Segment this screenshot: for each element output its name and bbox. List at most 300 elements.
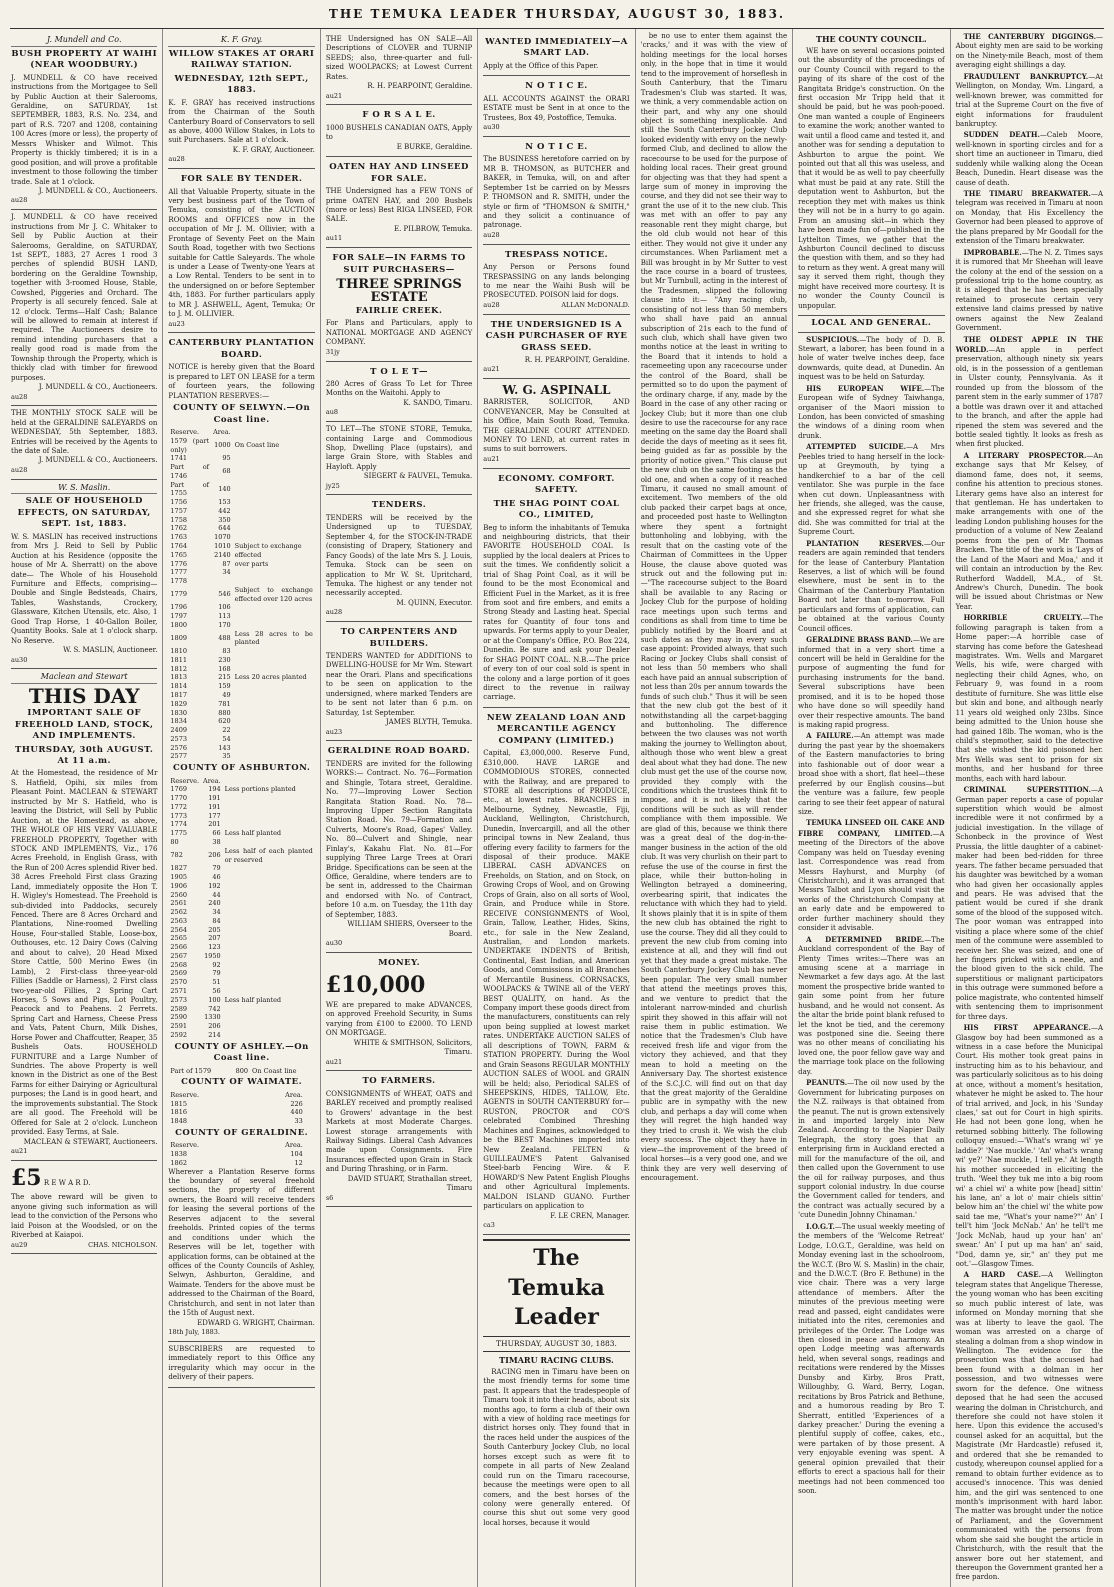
ad-date: au28 <box>483 230 500 239</box>
news-item-heading: FRAUDULENT BANKRUPTCY. <box>963 71 1089 81</box>
ad-subscribers <box>168 1342 314 1388</box>
table-row <box>168 647 314 656</box>
table-row <box>168 621 314 630</box>
table-row <box>168 507 314 516</box>
news-item <box>956 451 1103 612</box>
news-item-heading: A FAILURE. <box>806 731 854 741</box>
ad-dateline <box>326 728 472 737</box>
table-row <box>168 1108 314 1117</box>
ad-date: au28 <box>11 392 28 401</box>
reserve-area: 54 <box>222 734 231 743</box>
county-heading: COUNTY OF ASHLEY.—On Coast line. <box>174 1041 309 1064</box>
reserve-area: 1070 <box>214 533 231 542</box>
ad-signature: M. QUINN, Executor. <box>396 598 473 607</box>
reserve-note <box>305 1150 315 1159</box>
ad-date: au8 <box>325 408 339 417</box>
reserve-note <box>233 463 315 481</box>
ad-date: 31jy <box>325 347 340 356</box>
reserve-number: 2573 <box>170 995 187 1004</box>
column-header: Reserve. <box>170 1141 200 1150</box>
reserve-area: 44 <box>212 890 221 899</box>
reserve-note <box>223 820 315 829</box>
table-row <box>168 630 314 648</box>
ad-dateline <box>11 1241 157 1250</box>
table-row <box>168 665 314 674</box>
reserve-note <box>223 926 315 935</box>
ad-body: All that Valuable Property, situate in the very best business part of the Town of Temuka, consisting of the AUCTION ROOMS and OFFICES now in the occupation of Mr J. M. Ollivier, with a Frontage of Seventy Feet on the Main South Road, together with two Sections suitable for Cattle Saleyards. The whole is under a Lease of Twenty-one Years at a Low Rental. Tenders to be sent in to the undersigned on or before September 4th, 1883. For further particulars apply to MR J. ASHWELL, Agent, Temuka; Or to J. M. OLLIVIER. <box>168 187 315 319</box>
reserves-body <box>168 1100 314 1126</box>
table-row <box>168 568 314 577</box>
reserve-area: 92 <box>212 960 221 969</box>
ad-dateline <box>326 348 472 357</box>
reserve-number: 1764 <box>170 542 187 550</box>
news-item <box>956 72 1103 130</box>
ad-body: Apply at the Office of this Paper. <box>483 61 599 70</box>
ad-date: au21 <box>325 1057 343 1066</box>
reserve-area: 488 <box>218 634 231 643</box>
county-heading: COUNTY OF GERALDINE. <box>175 1127 309 1138</box>
reserve-number: Part of 1755 <box>170 480 210 498</box>
table-row <box>168 943 314 952</box>
reserve-note <box>223 987 315 996</box>
news-item-heading: IMPROBABLE. <box>963 247 1022 257</box>
table-row <box>168 891 314 900</box>
reserve-area <box>211 577 233 586</box>
reserve-area: 230 <box>218 655 231 664</box>
table-row <box>168 603 314 612</box>
reserve-note <box>233 656 315 665</box>
news-item-heading: ATTEMPTED SUICIDE. <box>806 442 907 452</box>
reserve-note <box>233 717 315 726</box>
news-item <box>956 189 1103 247</box>
table-row <box>168 987 314 996</box>
reward-title: R E W A R D. <box>43 1178 91 1187</box>
reserve-number: 1770 <box>170 794 187 803</box>
table-row <box>168 682 314 691</box>
ad-dateline <box>326 92 472 101</box>
article-body: RACING men in Timaru have been on the most friendly terms for some time past. It appears that the tradespeople of Timaru took it into their heads, about six months ago, to form a club of their own with a view of holding race meetings for district horses only. They found that in the races held under the auspices of the South Canterbury Jockey Club, no local horses except such as were fit to compete in all parts of New Zealand could run on the Timaru racecourse, because the meetings were open to all comers, and the best horses of the colony were generally entered. Of course this shut out some very good local horses, because it would <box>483 1367 630 1527</box>
reserve-note <box>233 744 315 753</box>
ad-date: au23 <box>325 727 343 736</box>
reserves-body <box>168 785 314 1039</box>
ad-dateline <box>326 234 472 243</box>
news-item-heading: GERALDINE BRASS BAND. <box>806 635 913 645</box>
news-item-text: —The N. Z. Times says it is rumored that Mr Sheehan will leave the colony at the end of the session on a professional trip to the home country, as it is alleged that he has been specially retained to prosecute certain very extensive land claims pressed by native owners against the New Zealand Government. <box>955 248 1103 333</box>
reserve-note <box>223 943 315 952</box>
reserves-table-ashley <box>168 1067 314 1076</box>
reserve-area: 170 <box>218 620 231 629</box>
reserve-note <box>223 908 315 917</box>
ad-body: J. MUNDELL & CO have received instructions from the Mortgagee to Sell by Public Auction at their Salerooms, Geraldine, on SATURDAY, 1st SEPTEMBER, 1883, R.S. No. 234, and part of R.S. 7207 and 1208, containing 100 Acres (more or less), the property of Messrs Whisker and Wilmot. This Property is thickly timbered; it is in a good position, and will prove a profitable investment to those following the timber trade. Sale at 1 o'clock. <box>11 73 158 186</box>
news-item <box>956 785 1103 1022</box>
ad-road-board <box>326 741 472 953</box>
reserve-number: 2560 <box>170 890 187 899</box>
table-header-row <box>168 1141 314 1150</box>
reserve-area: 34 <box>212 908 221 917</box>
reserve-number: 80 <box>170 837 179 846</box>
reserve-area: 79 <box>212 969 221 978</box>
news-item-text: —The usual weekly meeting of the members of the 'Welcome Retreat' Lodge, I.O.G.T., Geraldine, was held on Monday evening last in the schoolroom, the W.C.T. (Bro W. S. Maslin) in the chair, and the D.W.C.T. (Bro F. Bethune) in the vice chair. There was a very large attendance of members. After the minutes of the previous meeting were read and passed, eight candidates were initiated into the rites, ceremonies and privileges of the Order. The Lodge was then closed in peace and harmony. An open Lodge meeting was afterwards held, when several songs, readings and recitations were rendered by the Misses Dunsby and Kirby, Bros Pratt, Willoughby, G. Ward, Berry, Logan, recitations by Bros Patrick and Bethune, and a humorous reading by Bro T. Sherratt, entitled 'Experiences of a darkey preacher.' During the evening a plentiful supply of coffee, cakes, etc., were partaken of by those present. A very enjoyable evening was spent. A general opinion prevailed that their efforts to erect a spacious hall for their meetings had not been commenced too soon. <box>798 1222 945 1496</box>
news-item <box>798 818 944 933</box>
reserve-area: 206 <box>208 1022 221 1031</box>
ad-body: CONSIGNMENTS of WHEAT, OATS and BARLEY received and promptly realised to Growers' advantage in the best Markets at most Moderate Charges. Lowest storage arrangements with Railway Sidings. Liberal Cash Advances made upon Consignments. Fire Insurances effected upon Grain in Stack and During Thrashing, or in Farm. <box>325 1089 473 1174</box>
ad-date: au28 <box>168 155 185 164</box>
reserve-area: 214 <box>208 1030 221 1039</box>
table-row <box>168 1031 314 1040</box>
reserve-number: 1816 <box>170 1108 187 1117</box>
ad-title: OATEN HAY AND LINSEED FOR SALE. <box>329 162 469 184</box>
news-item-text: —The oil now used by the Government for lubricating purposes on the N.Z. railways is that obtained from the peanut. The nut is grown extensively in and imported largely into New Zealand. According to the Napier Daily Telegraph, the story goes that an enterprising firm in Auckland erected a mill for the manufacture of the oil, and then called upon the Government to use the oil for railway purposes, and thus support colonial industry. In due course the Government called for tenders, and the contract was actually secured by a 'cute Dunedin Johnny Chinaman.' <box>798 1079 945 1220</box>
table-row <box>168 794 314 803</box>
reserve-area: 84 <box>212 916 221 925</box>
table-row <box>168 498 314 507</box>
ad-dateline <box>326 1194 472 1203</box>
news-item-text: —At Wellington, on Monday, Wm. Lingard, a well-known brewer, was committed for trial at the Supreme Court on the five of eight informations for fraudulent bankruptcy. <box>955 72 1103 128</box>
news-item <box>798 935 944 1078</box>
reserve-note <box>233 709 315 718</box>
news-item <box>798 539 944 634</box>
county-heading: COUNTY OF ASHBURTON. <box>172 763 311 774</box>
reserves-table-selwyn <box>168 428 314 761</box>
ad-body: THE MONTHLY STOCK SALE will be held at the GERALDINE SALEYARDS on WEDNESDAY, 5th September, 1883. Entries will be received by the Agents to the date of Sale. <box>11 409 158 456</box>
reserve-note <box>233 691 315 700</box>
reserve-note: Subject to exchange effected over 120 acres <box>234 585 313 603</box>
reserve-area: 440 <box>290 1108 303 1117</box>
ad-date: au21 <box>483 454 500 463</box>
reserve-note <box>223 882 315 891</box>
column-1 <box>6 29 163 1587</box>
news-item-text: —An exchange says that Mr Kelsey, of diamond fame, does not, it seems, confine his attention to precious stones. Literary gems have also an interest for that gentleman. He has undertaken to make arrangements with one of the leading London publishing houses for the production of a volume of New Zealand poems from the pen of Mr Thomas Bracken. The title of the work is 'Lays of the Land of the Maori and Moa,' and it will contain an introduction by the Rev. Rutherford Waddell, M.A., of St. Andrew's Church, Dunedin. The book will be issued about Christmas or New Year. <box>955 451 1103 611</box>
ad-bush-land <box>11 210 157 406</box>
reserves-body <box>168 1150 314 1168</box>
ad-dateline <box>11 393 157 402</box>
reserve-area: 215 <box>218 673 231 682</box>
news-item-heading: THE TIMARU BREAKWATER. <box>963 189 1091 198</box>
ad-title: GERALDINE ROAD BOARD. <box>327 746 471 757</box>
section-title: LOCAL AND GENERAL. <box>798 315 944 332</box>
reserve-note <box>233 665 315 674</box>
reserve-area: 153 <box>218 498 231 507</box>
reserve-area: 177 <box>208 811 221 820</box>
table-header-row <box>168 428 314 437</box>
ad-body: Beg to inform the inhabitants of Temuka and neighbouring districts, that their FAVORITE HOUSEHOLD COAL Is supplied by the local dealers at Prices to suit the times. We confidently solicit a trial of Shag Point Coal, as it will be found to be the most Economical and Efficient Fuel in the Market, as it is free from soot and fire embers, and emits a Strong Steady and Lasting heat. Special rates for Quantity of four tons and upwards. For terms apply to your Dealer, or at the Company's Office, P.O. Box 224, Dunedin. Be sure and ask your Dealer for SHAG POINT COAL. N.B.—The price of every ton of our coal sold is spent in the colony and a large portion of it goes direct to the revenue in railway carriage. <box>483 523 630 702</box>
table-row <box>168 560 314 569</box>
reserve-number: 1796 <box>170 603 187 612</box>
reserve-area: 12 <box>294 1158 303 1167</box>
ad-dateline <box>483 231 629 240</box>
reserve-number: 2589 <box>170 1004 187 1013</box>
news-items <box>956 32 1103 1583</box>
reserve-area: 191 <box>208 794 221 803</box>
news-item <box>956 32 1103 71</box>
table-row <box>168 726 314 735</box>
table-row <box>168 847 314 865</box>
ad-reward <box>11 1161 157 1255</box>
reserve-note <box>305 1159 315 1168</box>
column-header: Area. <box>285 1090 303 1099</box>
reserve-number: 1809 <box>170 634 187 643</box>
reserve-number: 1756 <box>170 498 187 507</box>
reserve-note: Less half of each planted or reserved <box>224 846 313 864</box>
table-row <box>168 1159 314 1168</box>
reserve-note <box>233 481 315 499</box>
reserve-area: 240 <box>208 899 221 908</box>
ad-date: au23 <box>168 319 185 328</box>
ad-title: CANTERBURY PLANTATION BOARD. <box>168 338 315 360</box>
reserve-note <box>305 1108 315 1117</box>
news-item-text: —A telegram was received in Timaru at noon on Monday, that His Excellency the Governor had been pleased to approve of the plans prepared by Mr Goodall for the extension of the Timaru breakwater. <box>955 190 1103 246</box>
reserve-area: 1330 <box>204 1013 221 1022</box>
table-row <box>168 873 314 882</box>
reserve-number: 1810 <box>170 647 187 656</box>
ad-dateline <box>168 155 314 164</box>
news-item <box>798 335 944 383</box>
reserve-area: 113 <box>218 612 231 621</box>
reserve-area: 51 <box>212 978 221 987</box>
ad-title: ECONOMY. COMFORT. SAFETY. <box>498 473 615 496</box>
table-row <box>168 454 314 463</box>
news-item-heading: HIS FIRST APPEARANCE. <box>963 1023 1091 1033</box>
news-item <box>956 130 1103 188</box>
ad-headline: THIS DAY <box>28 684 140 709</box>
table-row <box>168 899 314 908</box>
ad-title: NEW ZEALAND LOAN AND MERCANTILE AGENCY COMPANY (LIMITED.) <box>486 712 627 746</box>
reserve-area: 201 <box>208 820 221 829</box>
reserve-number: 1814 <box>170 682 187 691</box>
reserve-number: 1757 <box>170 506 187 515</box>
column-header: Area. <box>203 776 221 785</box>
newspaper-nameplate: The Temuka Leader <box>483 1239 629 1337</box>
ad-dateline <box>168 320 314 329</box>
reserve-note: Less half planted <box>224 829 282 838</box>
reserve-number: 1800 <box>170 620 187 629</box>
reserve-area: 68 <box>222 467 231 476</box>
reserve-note <box>223 934 315 943</box>
ad-aspinall <box>483 379 629 468</box>
reserve-number: 2591 <box>170 1022 187 1031</box>
money-amount: £10,000 <box>325 972 426 999</box>
county-heading: COUNTY OF SELWYN.—On Coast line. <box>173 403 311 425</box>
news-item <box>798 1222 944 1497</box>
reserves-body <box>168 1067 314 1076</box>
reserve-note <box>223 794 315 803</box>
news-item <box>798 635 944 730</box>
reserve-area: 87 <box>222 559 231 568</box>
ad-headline: THREE SPRINGS ESTATE <box>336 277 462 305</box>
ad-body: TO LET—The STONE STORE, Temuka, containing Large and Commodious Shop, Dwelling Place (upstairs), and large Grain Store, with Stables and Hayloft. Apply <box>325 425 473 471</box>
table-row <box>168 969 314 978</box>
reserve-area: 140 <box>218 485 231 494</box>
table-row <box>168 551 314 560</box>
ad-body: THE Undersigned has a FEW TONS of prime OATEN HAY, and 200 Bushels (more or less) Best RIGA LINSEED, FOR SALE. <box>325 187 473 224</box>
news-item-heading: SUSPICIOUS. <box>806 334 860 344</box>
ad-signature: E BURKE, Geraldine. <box>396 142 473 151</box>
ad-subtitle: FAIRLIE CREEK. <box>355 306 443 316</box>
reserve-number: 2569 <box>170 969 187 978</box>
ad-title: TRESPASS NOTICE. <box>504 249 609 260</box>
reserve-number: Part of 1579 <box>170 1066 212 1075</box>
reserve-note <box>233 621 315 630</box>
reserve-number: 1779 <box>170 590 187 599</box>
table-row <box>168 838 314 847</box>
reserve-area: 95 <box>222 454 231 463</box>
reserve-number: 1797 <box>170 612 187 621</box>
ad-dateline <box>11 656 157 665</box>
reserve-area: 350 <box>218 515 231 524</box>
news-item-heading: HORRIBLE CRUELTY. <box>963 613 1083 623</box>
ad-nz-loan <box>483 708 629 1235</box>
ad-body: TENDERS WANTED for ADDITIONS to DWELLING-HOUSE for Mr Wm. Stewart near the Orari. Plans and specifications to be seen on application to the undersigned, where marked Tenders are to be sent not later than 6 p.m. on Saturday, 1st September. <box>325 652 473 717</box>
ad-reward-headline <box>11 1164 157 1194</box>
reserve-number: 2577 <box>170 752 187 761</box>
reserve-note <box>223 864 315 873</box>
news-item-text: —The body of D. B. Stewart, a laborer, has been found in a hole of water twelve inches deep, face downwards, quite dead, at Dunedin. An inquest was to be held on Saturday. <box>798 335 945 382</box>
table-row <box>168 700 314 709</box>
table-row <box>168 934 314 943</box>
news-item <box>956 1023 1103 1269</box>
table-row <box>168 1005 314 1014</box>
news-items <box>798 335 944 1497</box>
reserve-number: 1812 <box>170 664 187 673</box>
table-row <box>168 463 314 481</box>
ad-dateline <box>483 301 629 310</box>
ad-willow-stakes <box>168 32 314 169</box>
ad-date: au28 <box>325 608 343 617</box>
ad-signature: MACLEAN & STEWART, Auctioneers. <box>23 1137 158 1146</box>
news-item-text: —Our readers are again reminded that tenders for the lease of Canterbury Plantation Reserves, a list of which will be found elsewhere, must be sent in to the Chairman of the Canterbury Plantation Board not later than to-morrow. Full particulars and forms of application, can be obtained at the various County Council offices. <box>798 539 945 633</box>
table-row <box>168 820 314 829</box>
ad-when: WEDNESDAY, 12th SEPT., 1883. <box>174 73 309 96</box>
ad-to-farmers <box>326 1071 472 1207</box>
ad-smart-lad <box>483 32 629 76</box>
reserve-number: 2571 <box>170 986 187 995</box>
reserve-area: 442 <box>218 506 231 515</box>
table-row <box>168 744 314 753</box>
table-row <box>168 1067 314 1076</box>
ad-title: F O R S A L E. <box>362 110 436 121</box>
ad-body: ALL ACCOUNTS AGAINST the ORARI ESTATE must be Sent in at once to the Trustees, Box 49, Postoffice, Temuka. <box>483 94 630 122</box>
reserve-note <box>223 1005 315 1014</box>
reserve-note <box>233 516 315 525</box>
ad-title: SALE OF HOUSEHOLD EFFECTS, ON SATURDAY, SEPT. 1st, 1883. <box>17 496 151 530</box>
ad-body: K. F. GRAY has received instructions from the Chairman of the South Canterbury Board of Conservators to sell as above, 4000 Willow Stakes, in Lots to suit Purchasers. Sale at 1 o'clock. <box>168 98 315 145</box>
reserve-number: 1775 <box>170 829 187 838</box>
ad-title: FOR SALE—IN FARMS TO SUIT PURCHASERS— <box>332 253 466 275</box>
reserve-number: 1830 <box>170 708 187 717</box>
news-item-heading: A DETERMINED BRIDE. <box>806 934 925 944</box>
reserve-note <box>233 735 315 744</box>
reserve-area: 1000 <box>214 441 231 450</box>
ad-stone-store <box>326 422 472 495</box>
ad-signature: J. MUNDELL & CO., Auctioneers. <box>38 456 158 465</box>
article-title: TIMARU RACING CLUBS. <box>499 1355 614 1366</box>
reserve-note <box>223 978 315 987</box>
ad-signature: J. MUNDELL & CO., Auctioneers. <box>38 186 158 195</box>
reserve-note <box>233 612 315 621</box>
news-item-text: —About eighty men are said to be working on the Ninety-mile Beach, most of them averaging eight shillings a day. <box>955 33 1103 70</box>
ad-dateline <box>326 1058 472 1067</box>
reserve-number: 2567 <box>170 951 187 960</box>
ad-shag-point-coal <box>483 469 629 708</box>
ad-header: W. S. Maslin. <box>11 483 157 495</box>
ad-title: IMPORTANT SALE OF FREEHOLD LAND, STOCK, AND IMPLEMENTS. <box>14 708 154 742</box>
ad-bush-property <box>11 32 157 210</box>
ad-title: FOR SALE BY TENDER. <box>180 174 303 185</box>
news-item-text: —A Mrs Peebles tried to hang herself in the lock-up at Greymouth, by tying a handkerchief to a bar of the cell ventilator. She was purple in the face when cut down. Unpleasantness with her friends, she alleged, was the cause, and she expressed regret for what she did. She was committed for trial at the Supreme Court. <box>798 443 945 537</box>
reserve-number: 2409 <box>170 726 187 735</box>
reserve-number: 1817 <box>170 691 187 700</box>
news-item-text: —A Glasgow boy had been summoned as a witness in a case before the Municipal Court. His mother took great pains in instructing him as to his behaviour, and was particularly solicitous as to his doing at once, without a moment's hesitation, whatever he might be asked to. The hour of trial arrived, and Jock, in his 'Sunday claes,' sat out for Court in high spirits. He had not been gone long, when he returned sobbing bitterly. The following colloquy ensued:—'What's wrang wi' ye laddie?' 'Nae muckle.' 'An' what's wrang wi' ye?' 'Nae muckle, I tell ye.' At length his mother succeeded in eliciting the truth. 'Weel they tuk me into a big room wi' a chiel wi' a white pow [head] sittin' his lane, an' a lot o' mair chiels sittin' below him an' the chiel wi' the white pow said tae me, "What's your name?"' An' I tell't him 'Jock McNab.' An' he tell't me 'Jock McNab, haud up your han' an' swear.' An' I put up ma han' an' said, "Dod, damn ye, sir," an' they put me oot.'—Glasgow Times. <box>955 1024 1103 1268</box>
ad-signature: WHITE & SMITHSON, Solicitors, Timaru. <box>353 1038 473 1057</box>
reserve-note <box>223 899 315 908</box>
ad-title: TO CARPENTERS AND BUILDERS. <box>340 627 458 649</box>
ad-date: jy25 <box>325 481 340 490</box>
ad-signature: K. F. GRAY, Auctioneer. <box>232 145 315 154</box>
column-7 <box>951 29 1108 1587</box>
news-item-heading: PLANTATION RESERVES. <box>806 538 924 548</box>
reserve-area: 83 <box>222 647 231 656</box>
ad-to-let-grass <box>326 362 472 423</box>
news-item-heading: THE CANTERBURY DIGGINGS. <box>963 32 1096 41</box>
reserve-note <box>223 891 315 900</box>
reserve-area: 38 <box>212 837 221 846</box>
article-continuation: be no use to enter them against the 'cracks,' and it was with the view of holding meetings for the local horses only, in the hope that in time it would tend to the improvement of horseflesh in South Canterbury, that the Timaru Tradesmen's Club was started. It was, we think, a very commendable action on their part, and why any one should object is something inexplicable. And still the South Canterbury Jockey Club looked evidently with envy on the newly-formed Club, and declined to allow the racecourse to be used for the purpose of holding local races. Their great ground for objecting was that they had spent a large sum of money in improving the course, and they did not see their way to grant the use of it to the new club. This was met with an offer to pay any reasonable rent they might charge, but the old club would not hear of this either. They would not give it under any circumstances. When Parliament met a Bill was brought in by Mr Sutter to vest the race course in a board of trustees, but Mr Turnbull, acting in the interest of the Tradesmen, slipped the following clause into it:— "Any racing club, consisting of not less than 50 members who shall have paid an annual subscription of 21s each to the fund of such club, which shall have given two months notice at the least in writing to the Board that it intends to hold a racemeeting upon any racecourse under the control of the Board, shall be permitted so to do upon the payment of the ordinary charge, if any, made by the Board in the case of any other racing or Jockey Club; but it more than one club desire to use the racecourse for any race meeting on the same day the Board shall decide the days of meeting as it sees fit, being guided as far as possible by the priority of notice given." This clause put the new club on the same footing as the old one, and when a copy of it reached Timaru, it caused no small amount of excitement. Two members of the old club packed their carpet bags at once, and proceeded post haste to Wellington where they spent a fortnight buttonholing and lobbying, with the result that on the casting vote of the Chairman of Committees in the Upper House, the clause above quoted was struck out and the following put in:—"The racecourse subject to the Board shall be available to any Racing or Jockey Club for the purpose of holding race meetings upon such terms and conditions as shall from time to time be publicly notified by the Board and at such dates as they may in every such case appoint: Provided always, that such Racing or Jockey Clubs shall consist of not less than 50 members who shall each have paid an annual subscription of not less than 20s per annum towards the funds of such club." Thus it will be seen that the new club got the best of it notwithstanding all the carpet-bagging and buttonholing. The difference between the two clauses was not worth making the journey to Wellington about, although those who went blew a great deal about what they had done. The new club must get the use of the course now, provided they comply with the conditions which the trustees think fit to impose, and it is not likely that the conditions will be such as will render compliance with them impossible. We are glad of this, because we think there was a great deal of the dog-in-the-manger business in the action of the old club. It was very churlish on their part to refuse the use of the course in first the place, while their button-holing in Wellington betrayed a domineering, overbearing spirit, that indicates the reluctance with which they had to yield. It shows plainly that it is in spite of them the new club has obtained the right to use the course. They did all they could to prevent the new club from coming into existence at all, and they will find out yet that they made a great mistake. The South Canterbury Jockey Club has never been popular. The very small number that attend the meetings proves this, and we venture to predict that the intolerant narrow-minded and churlish spirit they showed in this affair will not raise them in public estimation. We notice that the Tradesmen's Club have received fresh life and vigor from the victory they achieved, and that they mean to hold a meeting on the Anniversary Day. The shortest existence of the S.C.J.C. will find out on that day that the great majority of the Geraldine public are in sympathy with the new club, and perhaps a day will come when they will regret the high handed way they tried to crush it. We wish the club every success. The object they have in view—the improvement of the breed of local horses—is a very good one, and we think they are very well deserving of encouragement. <box>640 32 788 1182</box>
reserve-number: 1773 <box>170 811 187 820</box>
reserve-number: 2562 <box>170 908 187 917</box>
table-row <box>168 1013 314 1022</box>
reserve-note <box>233 524 315 533</box>
ad-date: s6 <box>325 1193 334 1202</box>
reserve-note <box>223 1031 315 1040</box>
reserve-number: 1762 <box>170 524 187 533</box>
column-3 <box>321 29 478 1587</box>
reserve-area: 207 <box>208 934 221 943</box>
reserve-note: On Coast line <box>251 1066 297 1075</box>
reserves-body <box>168 437 314 761</box>
reward-amount: £5 <box>11 1164 42 1191</box>
table-row <box>168 533 314 542</box>
ad-title: TO FARMERS. <box>362 1076 436 1087</box>
ad-body: SUBSCRIBERS are requested to immediately report to this Office any irregularity which may occur in the delivery of their papers. <box>168 1344 315 1382</box>
reserve-area: 34 <box>222 568 231 577</box>
ad-date: au11 <box>325 234 343 243</box>
reserve-area: 66 <box>212 829 221 838</box>
article-body: WE have on several occasions pointed out the absurdity of the proceedings of our County Council with regard to the paying of its share of the cost of the Rangitata Bridge's construction. On the first occasion Mr Tripp held that it should be paid, but he was pooh-pooed. One man wanted a couple of Engineers to examine the work; another wanted to wait until a flood came and tested it, and another was for sending a deputation to Ashburton to argue the point. We pointed out that all this was useless, and that it would be as well to pay cheerfully what must be paid at any rate. Still the deputation went to Ashburton, but the reception they met with makes us think they will not be in a hurry to go again. From an amusing skit—in which they have been made fun of—published in the Lyttelton Times, we gather that the Ashburton Council declined to discuss the question with them, and so they had to return as they went. A great many will say it served them right, though they might have received more courtesy. It is no wonder the County Council is unpopular. <box>798 46 945 310</box>
reserve-area: 191 <box>208 802 221 811</box>
ad-this-day <box>11 669 157 1160</box>
ad-body: The above reward will be given to anyone giving such information as will lead to the conviction of the Persons who laid Poison at the Woodsled, or on the Riverbed at Kaiapoi. <box>11 1193 158 1240</box>
table-row <box>168 1150 314 1159</box>
news-item-heading: CRIMINAL SUPERSTITION. <box>963 785 1091 795</box>
ad-body: For Plans and Particulars, apply to NATIONAL MORTGAGE AND AGENCY COMPANY. <box>325 319 473 347</box>
reserve-note <box>233 682 315 691</box>
table-row <box>168 829 314 838</box>
reserve-area: 46 <box>212 873 221 882</box>
table-row <box>168 612 314 621</box>
ad-body: 1000 BUSHELS CANADIAN OATS, Apply to <box>325 123 473 142</box>
ad-household-effects <box>11 480 157 670</box>
ad-date: au28 <box>11 465 28 474</box>
ad-body: NOTICE is hereby given that the Board is prepared to LET ON LEASE for a term of fourteen years, the following PLANTATION RESERVES:— <box>168 363 315 400</box>
reserve-number: 1906 <box>170 881 187 890</box>
reserve-note <box>233 700 315 709</box>
ad-body: TENDERS are invited for the following WORKS:— Contract. No. 76—Formation and Shingle, Totara street, Geraldine. No. 77—Improving Lower Section Rangitata Station Road. No. 78—Improving Upper Section Rangitata Station Road. No. 79—Formation and Culverts, Moore's Road, Gapes' Valley. No. 80—Culvert and Shingle, near Finlay's, Kakahu Flat. No. 81—For supplying Three Large Trees at Orari Bridge. Specifications can be seen at the Office, Geraldine, where tenders are to be sent in, addressed to the Chairman and endorsed with No. of Contract, before 10 a.m. on Tuesday, the 11th day of September, 1883. <box>325 759 473 919</box>
ad-dateline <box>326 408 472 417</box>
ad-body: Wherever a Plantation Reserve forms the boundary of several freehold sections, the property of different owners, the Board will receive tenders for leasing the several portions of the Reserves adjacent to the several freeholds. Printed copies of the terms and conditions under which the Reserves will be let, together with application forms, can be obtained at the offices of the County Councils of Ashley, Selwyn, Ashburton, Geraldine, and Waimate. Tenders for the above must be addressed to the Chairman of the Board, Christchurch, and sent in not later than the 15th of August next. <box>168 1167 315 1318</box>
reserve-number: 1765 <box>170 550 187 559</box>
reserve-area: 33 <box>294 1117 303 1126</box>
reserve-number: 1813 <box>170 673 187 682</box>
